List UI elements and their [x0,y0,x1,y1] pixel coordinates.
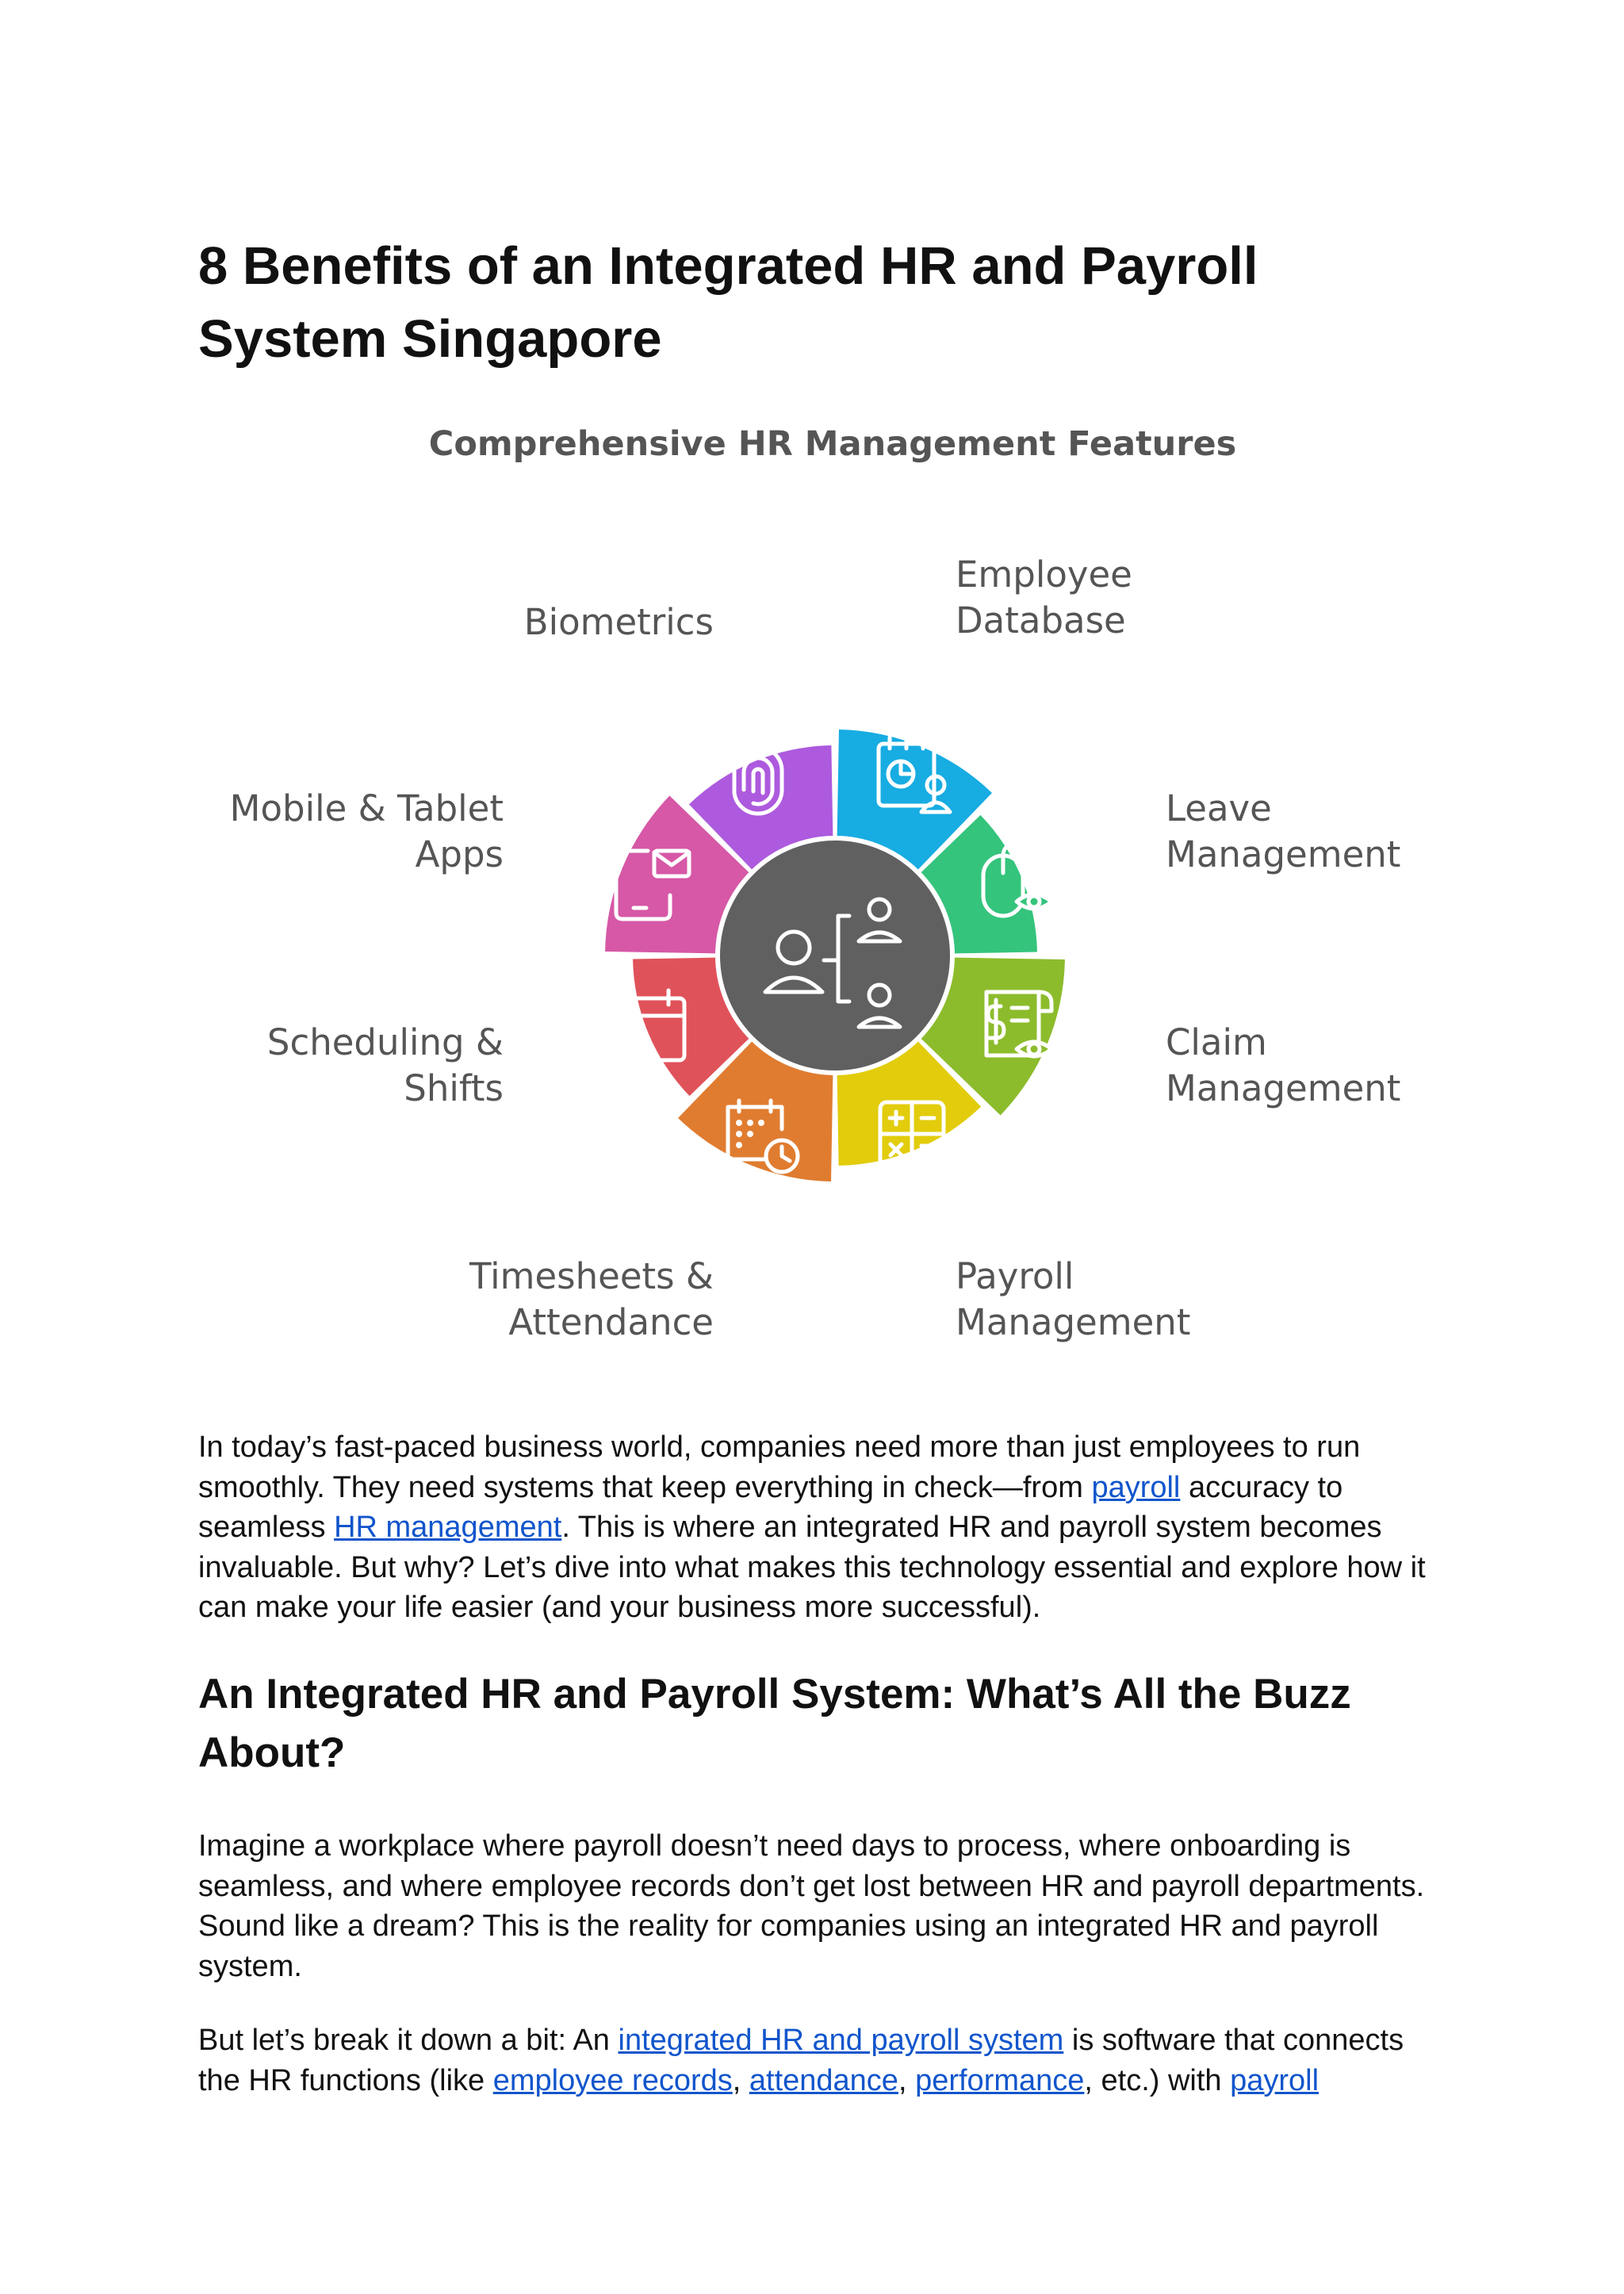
wheel-center [718,838,952,1073]
payroll-link-2[interactable]: payroll [1230,2063,1320,2097]
segment-label-line: Shifts [404,1067,504,1109]
segment-label [524,601,714,643]
segment-label-line: Leave [1166,787,1272,829]
hr-management-link[interactable]: HR management [334,1511,562,1544]
p2-text-2: is software that connects the HR functions (like [198,2024,1404,2097]
p2-text-1: But let’s break it down a bit: An [198,2024,619,2057]
segment-label-line: Database [956,599,1126,641]
intro-text-2: accuracy to seamless [198,1470,1343,1544]
wheel-segments [605,730,1065,1181]
segment-label-line: Claim [1166,1021,1267,1063]
segment-label [1166,1021,1400,1109]
segment-label [469,1255,714,1343]
integrated-system-link[interactable]: integrated HR and payroll system [618,2024,1064,2057]
segment-label [267,1021,504,1109]
section-heading: An Integrated HR and Payroll System: What’s All the Buzz About? [198,1671,1351,1776]
segment-label [1166,787,1400,875]
segment-label-line: Timesheets & [469,1255,714,1297]
hr-features-wheel [198,507,1467,1396]
page-title: 8 Benefits of an Integrated HR and Payroll System Singapore [198,236,1258,369]
p2-text-4: , [898,2063,916,2097]
intro-text-3: . This is where an integrated HR and payroll system becomes invaluable. But why? Let’s dive into what makes this technology essential and explore how it can make your life easier (and your business more successful). [198,1511,1426,1624]
segment-label [956,1255,1190,1343]
performance-link[interactable]: performance [915,2063,1085,2097]
section-paragraph-1: Imagine a workplace where payroll doesn’t need days to process, where onboarding is seamless, and where employee records don’t get lost between HR and payroll departments. Sound like a dream? This is the reality for companies using an integrated HR and payroll system. [198,1829,1425,1983]
segment-label-line: Employee [956,553,1132,596]
payroll-link[interactable]: payroll [1091,1470,1181,1504]
intro-text-1: In today’s fast-paced business world, companies need more than just employees to run smoothly. They need systems that keep everything in check—from [198,1430,1361,1504]
hr-features-diagram [198,507,1467,1396]
segment-label-line: Biometrics [523,601,714,643]
figure-title: Comprehensive HR Management Features [428,424,1237,464]
segment-label-line: Mobile & Tablet [229,787,504,829]
intro-paragraph [198,1427,1443,1628]
section-paragraph-2 [198,2020,1443,2101]
segment-label-line: Attendance [508,1301,714,1343]
segment-label-line: Management [1166,833,1401,875]
segment-label [230,787,504,875]
attendance-link[interactable]: attendance [749,2063,898,2097]
segment-label-line: Management [956,1301,1191,1343]
employee-records-link[interactable]: employee records [492,2063,733,2097]
segment-label-line: Apps [415,833,504,875]
segment-label-line: Payroll [956,1255,1074,1297]
segment-label-line: Management [1166,1067,1401,1109]
p2-text-3: , [732,2063,749,2097]
segment-label [956,553,1132,641]
p2-text-5: , etc.) with [1084,2063,1231,2097]
segment-label-line: Scheduling & [266,1021,504,1063]
